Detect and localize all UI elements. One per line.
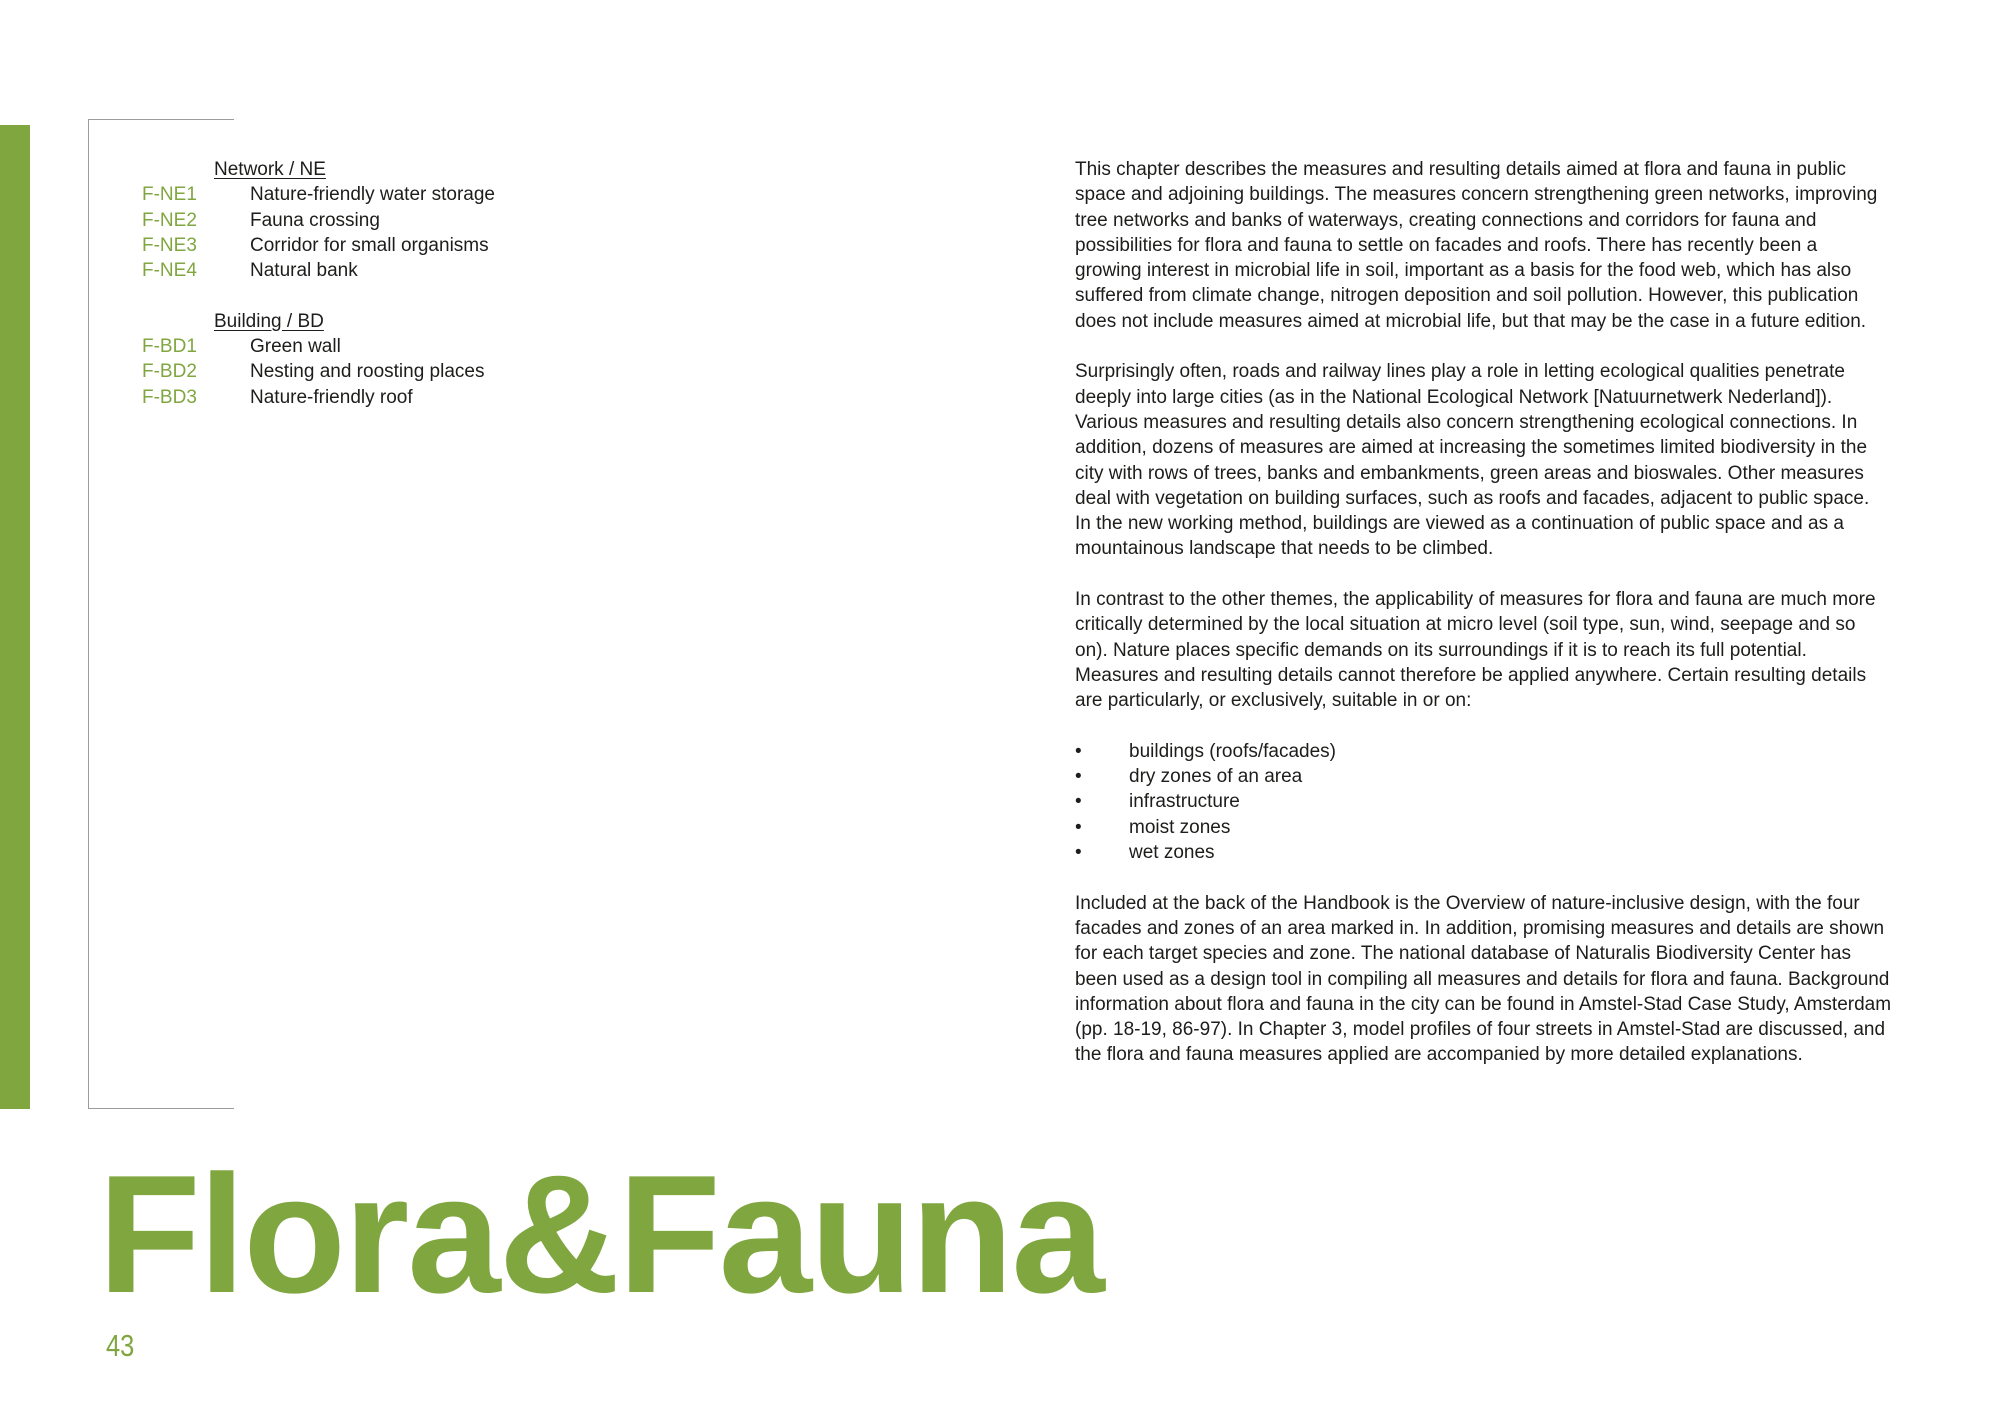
index-item — [142, 385, 495, 410]
list-item: • dry zones of an area — [1075, 764, 1935, 789]
bullet-icon: • — [1075, 816, 1082, 838]
measure-label: Nature-friendly water storage — [250, 184, 495, 206]
measure-label: Nature-friendly roof — [250, 386, 413, 408]
measure-label: Nesting and roosting places — [250, 361, 485, 383]
measure-code: F-NE3 — [142, 234, 197, 256]
chapter-body — [1075, 157, 1935, 1093]
paragraph-intro: This chapter describes the measures and resulting details aimed at flora and fauna in public space and adjoining buildings. The measures concern strengthening green networks, improving tree networks and banks of waterways, creating connections and corridors for fauna and possibilities for flora and fauna to settle on facades and roofs. There has recently been a growing interest in microbial life in soil, important as a basis for the food web, which has also suffered from climate change, nitrogen deposition and soil pollution. However, this publication does not include measures aimed at microbial life, but that may be the case in a future edition. — [1075, 159, 1878, 332]
paragraph-handbook: Included at the back of the Handbook is the Overview of nature-inclusive design, with the four facades and zones of an area marked in. In addition, promising measures and details are shown for each target species and zone. The national database of Naturalis Biodiversity Center has been used as a design tool in compiling all measures and details for flora and fauna. Background information about flora and fauna in the city can be found in Amstel-Stad Case Study, Amsterdam (pp. 18-19, 86-97). In Chapter 3, model profiles of four streets in Amstel-Stad are discussed, and the flora and fauna measures applied are accompanied by more detailed explanations. — [1075, 892, 1892, 1066]
bullet-icon: • — [1075, 740, 1082, 762]
index-item — [142, 258, 495, 283]
index-item — [142, 208, 495, 233]
accent-side-bar — [0, 125, 30, 1109]
index-group-building — [142, 309, 495, 410]
bullet-icon: • — [1075, 766, 1082, 788]
list-item: • buildings (roofs/facades) — [1075, 739, 1935, 764]
page-number: 43 — [106, 1328, 135, 1363]
measure-code: F-BD1 — [142, 336, 197, 358]
measure-code: F-NE2 — [142, 209, 197, 231]
zone-list — [1075, 739, 1935, 865]
paragraph-infrastructure: Surprisingly often, roads and railway lines play a role in letting ecological qualities penetrate deeply into large cities (as in the National Ecological Network [Natuurnetwerk Nederland]). Various measures and resulting details also concern strengthening ecological connections. In addition, dozens of measures are aimed at increasing the sometimes limited biodiversity in the city with rows of trees, banks and embankments, green areas and bioswales. Other measures deal with vegetation on building surfaces, such as roofs and facades, adjacent to public space. In the new working method, buildings are viewed as a continuation of public space and as a mountainous landscape that needs to be climbed. — [1075, 361, 1870, 560]
index-group-title: Network / NE — [214, 159, 326, 180]
list-item: • moist zones — [1075, 815, 1935, 840]
index-group-title: Building / BD — [214, 310, 324, 332]
measure-code: F-NE1 — [142, 184, 197, 206]
bullet-icon: • — [1075, 842, 1082, 864]
list-item: • wet zones — [1075, 840, 1935, 865]
measures-index — [142, 157, 495, 410]
measure-code: F-NE4 — [142, 260, 197, 282]
index-item — [142, 233, 495, 258]
measure-label: Fauna crossing — [250, 209, 380, 231]
index-item — [142, 182, 495, 207]
index-item — [142, 334, 495, 359]
index-item — [142, 359, 495, 384]
paragraph-applicability: In contrast to the other themes, the applicability of measures for flora and fauna are much more critically determined by the local situation at micro level (soil type, sun, wind, seepage and so on). Nature places specific demands on its surroundings if it is to reach its full potential. Measures and resulting details cannot therefore be applied anywhere. Certain resulting details are particularly, or exclusively, suitable in or on: — [1075, 589, 1876, 712]
measure-code: F-BD2 — [142, 361, 197, 383]
chapter-title: Flora&Fauna — [98, 1140, 1103, 1328]
index-group-network — [142, 157, 495, 283]
measure-label: Corridor for small organisms — [250, 234, 489, 256]
measure-label: Green wall — [250, 336, 341, 358]
bullet-icon: • — [1075, 791, 1082, 813]
measure-code: F-BD3 — [142, 386, 197, 408]
measure-label: Natural bank — [250, 260, 358, 282]
list-item: • infrastructure — [1075, 789, 1935, 814]
